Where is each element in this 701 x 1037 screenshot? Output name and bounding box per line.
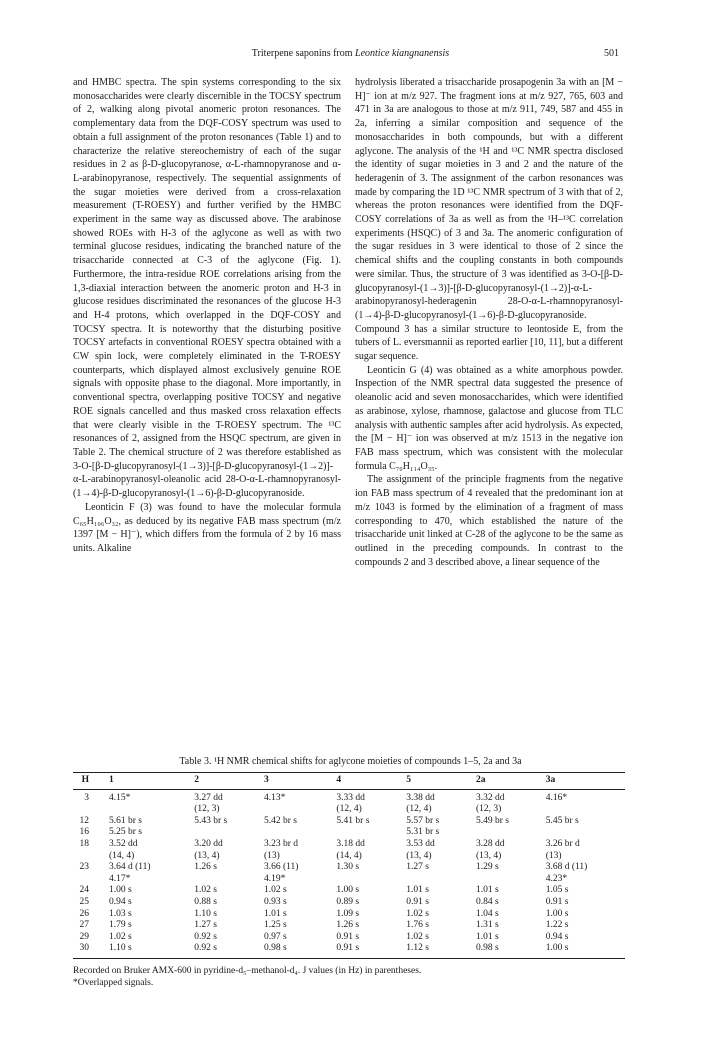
table-row (73, 874, 625, 886)
table-cell-shift: (12, 4) (406, 804, 432, 815)
table-cell-position: 16 (79, 827, 89, 838)
table-cell-shift: 0.91 s (330, 943, 400, 958)
table-cell-shift: 3.33 dd (336, 792, 365, 803)
left-column (73, 76, 341, 556)
table-cell-shift: 3.64 d (11) (109, 862, 151, 873)
table-cell-shift: (13) (263, 850, 280, 861)
table-cell-shift: 1.31 s (475, 920, 499, 931)
table-cell-shift (258, 804, 330, 816)
table-cell-shift: 1.02 s (263, 885, 287, 896)
table-cell-position (73, 804, 103, 816)
table-cell-shift (188, 827, 258, 839)
table-cell-shift: 0.97 s (263, 931, 287, 942)
table-row (73, 932, 625, 944)
table-cell-position: 23 (79, 862, 89, 873)
table-cell-shift (540, 827, 625, 839)
table-cell-shift: 0.84 s (475, 896, 499, 907)
table-body (73, 789, 625, 958)
table-cell-shift (470, 827, 540, 839)
table-cell-shift: 4.15* (109, 792, 131, 803)
table-cell-shift: 1.04 s (475, 908, 499, 919)
table-row (73, 885, 625, 897)
table-cell-shift: 1.02 s (406, 931, 429, 942)
table-cell-shift: 5.41 br s (336, 815, 370, 826)
table-row (73, 827, 625, 839)
table-cell-shift: 0.94 s (109, 896, 132, 907)
table-cell-shift: 3.27 dd (194, 792, 223, 803)
table-cell-shift: 5.61 br s (109, 815, 142, 826)
table-cell-shift: 4.17* (109, 873, 131, 884)
table-cell-shift: 5.57 br s (406, 815, 440, 826)
table-cell-shift: 1.30 s (336, 862, 360, 873)
table-cell-shift: 1.02 s (406, 908, 429, 919)
table-cell-shift: 1.09 s (336, 908, 360, 919)
table-cell-shift: 0.91 s (406, 896, 429, 907)
right-paragraph-1: hydrolysis liberated a trisaccharide prosapogenin 3a with an [M − H]⁻ ion at m/z 927. The fragment ions at m/z 927, 765, 603 and 471 in 3a are analogous to those at m/z 911, 749, 587 and 455 in 2a, inferring a similar composition and sequence of the monosaccharides in both compounds, but with a different aglycone. The analysis of the ¹H and ¹³C NMR spectra disclosed the identity of sugar moieties in 3 and 2 and the nature of the hederagenin of 3. The assignment of the carbon resonances was made by comparing the 1D ¹³C NMR spectrum of 3 with that of 2, whereas the proton resonances were identified from the DQF-COSY correlations of 3a as well as from the ¹H–¹³C correlation experiments (HSQC) of 3 and 3a. The anomeric configuration of the sugar residues in 3 were identical to those of 2 since the chemical shifts and the coupling constants in both compounds were similar. Thus, the structure of 3 was identified as 3-O-[β-D-glucopyranosyl-(1→3)]-[β-D-glucopyranosyl-(1→2)]-α-L-arabinopyranosyl-hederagenin 28-O-α-L-rhamnopyranosyl-(1→4)-β-D-glucopyranosyl-(1→6)-β-D-glucopyranoside. Compound 3 has a similar structure to leontoside E, from the tubers of L. eversmannii as reported earlier [10, 11], but a different sugar sequence. (355, 77, 623, 363)
table-row (73, 804, 625, 816)
table-cell-position: 27 (79, 920, 89, 931)
table-cell-shift: 1.01 s (475, 885, 499, 896)
table-cell-shift: (13) (545, 850, 562, 861)
table-cell-shift (103, 804, 188, 816)
table-row (73, 789, 625, 804)
table-cell-shift: 1.00 s (336, 885, 360, 896)
column-header-1: 1 (103, 773, 188, 790)
column-header-4: 4 (330, 773, 400, 790)
table-cell-shift: 1.79 s (109, 920, 132, 931)
table-cell-position: 24 (79, 885, 89, 896)
table-cell-shift: 1.27 s (194, 920, 217, 931)
table-cell-shift: 1.01 s (263, 908, 287, 919)
table-cell-shift: 3.18 dd (336, 838, 365, 849)
table-cell-shift: 3.23 br d (263, 838, 299, 849)
table-cell-shift: 0.88 s (194, 896, 217, 907)
table-row (73, 862, 625, 874)
running-title-prefix: Triterpene saponins from (251, 48, 353, 59)
table-row (73, 920, 625, 932)
column-header-h: H (73, 773, 103, 790)
table-caption: Table 3. ¹H NMR chemical shifts for aglycone moieties of compounds 1–5, 2a and 3a (179, 756, 522, 767)
table-cell-shift: 3.66 (11) (263, 862, 299, 873)
table-cell-shift: 4.23* (545, 873, 568, 884)
table-cell-shift: 0.98 s (258, 943, 330, 958)
table-cell-shift: 1.29 s (475, 862, 499, 873)
table-cell-shift: 5.25 br s (109, 827, 142, 838)
table-cell-shift (188, 874, 258, 886)
table-cell-position (73, 851, 103, 863)
table-cell-position: 30 (73, 943, 103, 958)
table-row (73, 943, 625, 958)
table-footnotes (73, 965, 625, 989)
table-cell-shift: 0.89 s (336, 896, 360, 907)
table-cell-shift: (13, 4) (406, 850, 432, 861)
table-cell-shift: 1.26 s (336, 920, 360, 931)
table-cell-shift: 3.68 d (11) (545, 862, 588, 873)
table-cell-shift: (12, 4) (336, 804, 362, 815)
nmr-shift-table (73, 772, 625, 959)
table-header-row (73, 773, 625, 790)
column-header-5: 5 (400, 773, 470, 790)
table-cell-position: 29 (79, 931, 89, 942)
table-cell-shift (470, 874, 540, 886)
table-cell-shift: (13, 4) (194, 850, 220, 861)
table-cell-position: 25 (79, 896, 89, 907)
table-cell-shift: (12, 3) (475, 804, 502, 815)
column-header-2: 2 (188, 773, 258, 790)
table-cell-shift: 1.76 s (406, 920, 429, 931)
right-paragraph-2: Leonticin G (4) was obtained as a white amorphous powder. Inspection of the NMR spectral data suggested the presence of oleanolic acid and seven monosaccharides, which were identified as arabinose, xylose, rhamnose, galactose and glucose from TLC analysis with authentic samples after acid hydrolysis. As expected, the [M − H]⁻ ion was observed at m/z 1513 in the negative ion FAB mass spectrum, which was consistent with the molecular formula C₇₀H₁₁₄O₃₅. (355, 364, 623, 472)
table-cell-shift: 1.00 s (109, 885, 132, 896)
table-cell-shift: 1.01 s (475, 931, 499, 942)
table-cell-shift: 5.31 br s (406, 827, 440, 838)
table-cell-shift: 4.13* (263, 792, 286, 803)
table-cell-shift: 0.98 s (470, 943, 540, 958)
table-cell-shift: 0.92 s (194, 931, 217, 942)
table-cell-shift: 4.16* (545, 792, 568, 803)
table-cell-shift (330, 827, 400, 839)
table-cell-shift: 1.25 s (263, 920, 287, 931)
table-cell-shift: 0.93 s (263, 896, 287, 907)
table-row (73, 909, 625, 921)
table-cell-shift: 0.92 s (188, 943, 258, 958)
table-cell-shift: 1.10 s (194, 908, 217, 919)
right-column (355, 76, 623, 569)
table-cell-shift: 1.02 s (194, 885, 217, 896)
table-cell-shift: 0.94 s (545, 931, 569, 942)
table-footnote-recording: Recorded on Bruker AMX-600 in pyridine-d₅–methanol-d₄. J values (in Hz) in parentheses. (73, 966, 422, 976)
table-cell-shift: 1.22 s (545, 920, 569, 931)
running-title (0, 48, 701, 59)
table-cell-shift: 1.10 s (103, 943, 188, 958)
table-cell-shift: 3.28 dd (475, 838, 505, 849)
table-cell-shift: (13, 4) (475, 850, 502, 861)
table-cell-shift (400, 874, 470, 886)
table-cell-shift: 3.52 dd (109, 838, 138, 849)
table-row (73, 816, 625, 828)
table-row (73, 839, 625, 851)
left-paragraph-2: Leonticin F (3) was found to have the molecular formula C₆₅H₁₀₆O₃₂, as deduced by its negative FAB mass spectrum (m/z 1397 [M − H]⁻), which differs from the formula of 2 by 16 mass units. Alkaline (73, 501, 341, 554)
page-number: 501 (604, 48, 619, 59)
table-cell-shift (258, 827, 330, 839)
table-cell-shift: 1.27 s (406, 862, 429, 873)
table-cell-shift: 3.38 dd (406, 792, 435, 803)
table-cell-shift (330, 874, 400, 886)
table-cell-shift (540, 804, 625, 816)
table-cell-position: 26 (79, 908, 89, 919)
table-cell-shift: 5.42 br s (263, 815, 297, 826)
column-header-3a: 3a (540, 773, 625, 790)
table-row (73, 897, 625, 909)
table-cell-shift: 1.01 s (406, 885, 429, 896)
left-paragraph-1: and HMBC spectra. The spin systems corresponding to the six monosaccharides were clearly discernible in the TOCSY spectrum of 2, walking along pivotal anomeric proton resonances. The complementary data from the DQF-COSY spectrum was used to obtain a full assignment of the proton resonances (Table 1) and to characterize the relative stereochemistry of each of the sugar residues in 2 as β-D-glucopyranose, α-L-rhamnopyranose and α-L-arabinopyranose, respectively. The sequential assignments of the sugar moieties were derived from a cross-relaxation measurement (T-ROESY) and further verified by the HMBC experiment in the same way as discussed above. The arabinose showed ROEs with H-3 of the aglycone as well as with two terminal glucose residues, indicating the branched nature of the trisaccharide connected at C-3 of the aglycone (Fig. 1). Furthermore, the intra-residue ROE correlations arising from the 1,3-diaxial interaction between the anomeric proton and H-3 in glucose residues discriminated the resonances of the glucose H-3 and H-4 protons, which overlapped in the DQF-COSY and TOCSY spectra. It is noteworthy that the disturbing positive TOCSY artefacts in conventional ROESY spectra obtained with a CW spin lock, were completely eliminated in the T-ROESY counterparts, which displayed almost exclusively genuine ROE signals with opposite phase to the diagonal. More importantly, in conventional spectra, overlapping positive TOCSY and negative ROE signals cancelled and thus masked cross relaxation effects that were clearly visible in the T-ROESY spectrum. The ¹³C resonances of 2, assigned from the HSQC spectrum, are given in Table 2. The chemical structure of 2 was therefore established as 3-O-[β-D-glucopyranosyl-(1→3)]-[β-D-glucopyranosyl-(1→2)]-α-L-arabinopyranosyl-oleanolic acid 28-O-α-L-rhamnopyranosyl-(1→4)-β-D-glucopyranosyl-(1→6)-β-D-glucopyranoside. (73, 77, 341, 500)
table-cell-shift: 1.00 s (545, 908, 569, 919)
running-title-species: Leontice kiangnanensis (355, 48, 450, 59)
table-cell-shift: (12, 3) (194, 804, 220, 815)
table-footnote-overlap: *Overlapped signals. (73, 978, 154, 988)
table-cell-position: 3 (84, 792, 89, 803)
table-cell-shift: 0.91 s (545, 896, 569, 907)
right-paragraph-3: The assignment of the principle fragments from the negative ion FAB mass spectrum of 4 revealed that the predominant ion at m/z 1043 is formed by the elimination of a fragment of mass corresponding to 470, which established the nature of the trisaccharide unit linked at C-28 of the aglycone to be the same as outlined in the preceding compounds. In contrast to the compounds 2 and 3 described above, a linear sequence of the (355, 474, 623, 568)
table-cell-shift: 1.05 s (545, 885, 569, 896)
table-cell-shift: 1.26 s (194, 862, 217, 873)
table-cell-shift: 3.26 br d (545, 838, 580, 849)
table-cell-shift: 3.20 dd (194, 838, 223, 849)
table-cell-position: 18 (79, 838, 89, 849)
table-cell-shift: (14, 4) (109, 850, 135, 861)
table-cell-position (73, 874, 103, 886)
table-cell-shift: 1.03 s (109, 908, 132, 919)
column-header-3: 3 (258, 773, 330, 790)
table-cell-shift: 3.32 dd (475, 792, 505, 803)
table-cell-shift: 3.53 dd (406, 838, 435, 849)
table-cell-shift: 1.12 s (400, 943, 470, 958)
table-cell-shift: 5.49 br s (475, 815, 509, 826)
table-cell-shift: 4.19* (263, 873, 286, 884)
table-cell-shift: 0.91 s (336, 931, 360, 942)
table-cell-shift: 1.02 s (109, 931, 132, 942)
table-cell-shift: 5.45 br s (545, 815, 579, 826)
table-row (73, 851, 625, 863)
table-cell-shift: 5.43 br s (194, 815, 228, 826)
table-cell-position: 12 (79, 815, 89, 826)
table-cell-shift: (14, 4) (336, 850, 362, 861)
column-header-2a: 2a (470, 773, 540, 790)
table-cell-shift: 1.00 s (540, 943, 625, 958)
